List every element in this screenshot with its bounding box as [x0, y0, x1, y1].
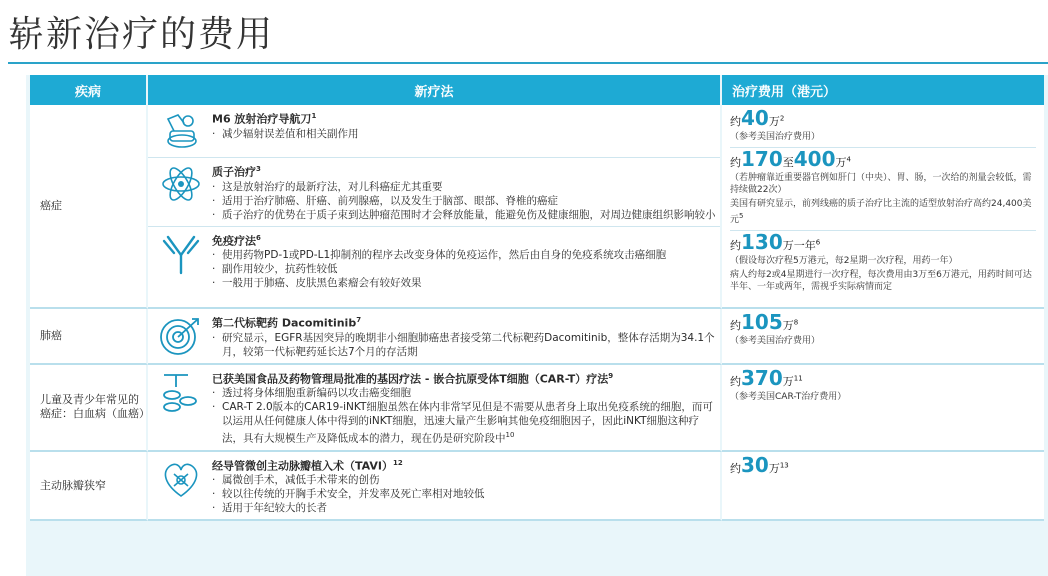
cost-block: [730, 106, 1036, 148]
treatment-bullet: · 属微创手术，减低手术带来的创伤: [212, 473, 716, 487]
treatment-cell: [148, 452, 722, 522]
treatment-item: [148, 105, 720, 158]
header-cost: 治疗费用（港元）: [722, 75, 1044, 105]
cost-block: [730, 310, 1036, 351]
table-row: [30, 452, 1044, 522]
treatment-name: 已获美国食品及药物管理局批准的基因疗法 - 嵌合抗原受体T细胞（CAR-T）疗法$^9$: [212, 371, 614, 386]
treatment-item: [148, 452, 720, 520]
treatment-bullet: · 适用于治疗肺癌、肝癌、前列腺癌，以及发生于脑部、眼部、脊椎的癌症: [212, 194, 716, 208]
treatment-name: 经导管微创主动脉瓣植入术（TAVI）$^{12}$: [212, 458, 403, 473]
cost-amount: 约105万$^8$: [730, 310, 799, 334]
treatment-bullet: · 一般用于肺癌、皮肤黑色素瘤会有较好效果: [212, 276, 716, 290]
footnote-ref: 7: [356, 316, 362, 324]
footnote-ref: 9: [608, 371, 614, 380]
treatment-bullet: · 使用药物PD-1或PD-L1抑制剂的程序去改变身体的免疫运作，然后由自身的免疫系统攻击癌细胞: [212, 248, 716, 262]
cost-note: （参考美国治疗费用）: [730, 132, 821, 142]
title-divider: [8, 62, 1048, 64]
disease-cell: 主动脉瓣狭窄: [30, 452, 148, 522]
cost-block: [730, 365, 1036, 407]
treatment-bullet: · 研究显示，EGFR基因突异的晚期非小细胞肺癌患者接受第二代标靶药Dacomitinib，整体存活期为34.1个月，较第一代标靶药延长达7个月的存活期: [212, 331, 716, 359]
treatment-bullet: · 适用于年纪较大的长者: [212, 501, 716, 515]
target-icon: [158, 313, 204, 357]
treatment-bullet: · CAR-T 2.0版本的CAR19-iNKT细胞虽然在体内非常罕见但是不需要从患者身上取出免疫系统的细胞，而可以运用从任何健康人体中得到的iNKT细胞，迅速大量产生影响其他免疫细胞因子，因此iNKT细胞这种疗法，具有大规模生产及降低成本的潜力，现在仍是研究阶段中$^{10}$: [212, 400, 716, 446]
header-treatment: 新疗法: [148, 75, 722, 105]
treatment-item: [148, 309, 720, 363]
table-row: [30, 105, 1044, 309]
header-disease: 疾病: [30, 75, 148, 105]
treatment-name: 质子治疗$^3$: [212, 165, 261, 179]
table-header-row: [30, 75, 1044, 105]
cost-note: 美国有研究显示，前列线癌的质子治疗比主流的适型放射治疗高约24,400美元$^5$: [730, 199, 1032, 225]
treatment-bullet: · 透过将身体细胞重新编码以攻击癌变细胞: [212, 386, 716, 400]
cost-amount: 约370万$^{11}$: [730, 365, 803, 390]
treatment-name: 免疫疗法$^6$: [212, 233, 261, 248]
cost-note: （假设每次疗程5万港元，每2星期一次疗程，用药一年）: [730, 256, 958, 266]
cost-note: 病人约每2或4星期进行一次疗程，每次费用由3万至6万港元，用药时间可达半年、一年或两年，需视乎实际病情而定: [730, 270, 1032, 292]
treatment-bullet: · 质子治疗的优势在于质子束到达肿瘤范围时才会释放能量，能避免伤及健康细胞，对周边健康组织影响较小: [212, 208, 716, 222]
footnote-ref: 1: [311, 112, 317, 120]
cost-amount: 约170至400万$^4$: [730, 147, 851, 171]
atom-icon: [158, 162, 204, 206]
treatment-bullet: · 这是放射治疗的最新疗法，对儿科癌症尤其重要: [212, 180, 716, 194]
heart-valve-icon: [158, 456, 204, 500]
treatment-item: [148, 158, 720, 227]
antibody-icon: [158, 231, 204, 275]
treatment-item: [148, 227, 720, 295]
disease-cell: 肺癌: [30, 309, 148, 365]
treatment-bullet: · 减少辐射误差值和相关副作用: [212, 127, 716, 141]
cost-block: [730, 230, 1036, 297]
table-row: [30, 365, 1044, 452]
treatment-cell: [148, 309, 722, 365]
treatment-item: [148, 365, 720, 450]
table-row: [30, 309, 1044, 365]
cost-cell: [722, 105, 1044, 309]
cost-note: （参考美国CAR-T治疗费用）: [730, 391, 847, 402]
page-title: 崭新治疗的费用: [8, 14, 275, 55]
cost-cell: [722, 309, 1044, 365]
treatment-bullet: · 副作用较少，抗药性较低: [212, 262, 716, 276]
treatment-bullet: · 较以往传统的开胸手术安全，并发率及死亡率相对地较低: [212, 487, 716, 501]
footnote-ref: 6: [256, 233, 261, 242]
cost-block: [730, 452, 1036, 480]
cost-amount: 约30万$^{13}$: [730, 452, 789, 477]
cost-note: （参考美国治疗费用）: [730, 336, 821, 346]
cost-cell: [722, 365, 1044, 452]
footnote-ref: 3: [256, 165, 261, 173]
cost-cell: [722, 452, 1044, 522]
treatment-name: M6 放射治疗导航刀$^1$: [212, 112, 317, 126]
cost-note: （若肿瘤靠近重要器官例如肝门（中央）、胃、肠，一次给的剂量会较低，需持续做22次）: [730, 173, 1032, 195]
disease-cell: 癌症: [30, 105, 148, 309]
footnote-ref: 12: [393, 458, 403, 467]
treatment-name: 第二代标靶药 Dacomitinib$^7$: [212, 316, 362, 330]
car-t-cells-icon: [158, 369, 204, 413]
cost-amount: 约130万一年$^6$: [730, 230, 821, 254]
footnote-ref: 10: [505, 431, 515, 440]
treatment-cell: [148, 105, 722, 309]
radiation-knife-icon: [158, 109, 204, 153]
cost-table: [30, 75, 1044, 521]
cost-amount: 约40万$^2$: [730, 106, 785, 130]
treatment-cell: [148, 365, 722, 452]
disease-cell: 儿童及青少年常见的癌症：白血病（血癌）: [30, 365, 148, 452]
cost-block: [730, 147, 1036, 231]
